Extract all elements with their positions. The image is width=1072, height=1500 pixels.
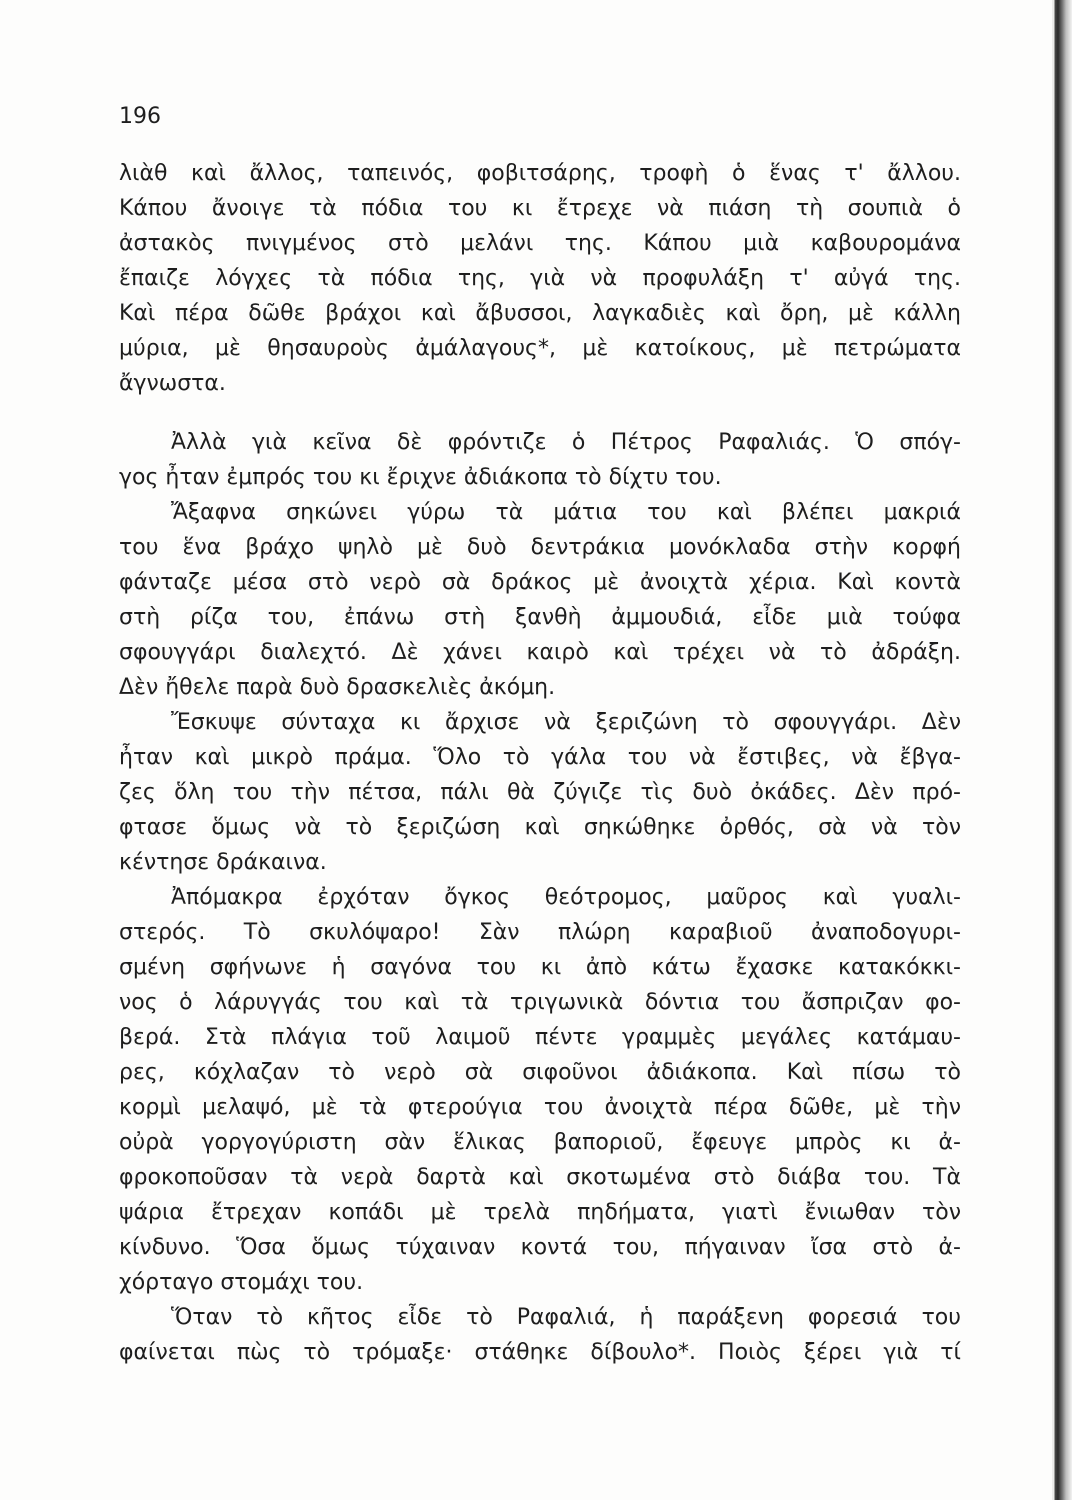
binding-edge <box>1052 0 1072 1500</box>
text-line: ρες, κόχλαζαν τὸ νερὸ σὰ σιφοῦνοι ἀδιάκοπα. Καὶ πίσω τὸ <box>119 1060 961 1085</box>
text-line: σφουγγάρι διαλεχτό. Δὲ χάνει καιρὸ καὶ τρέχει νὰ τὸ ἀδράξη. <box>119 640 961 665</box>
text-line: Ἄξαφνα σηκώνει γύρω τὰ μάτια του καὶ βλέπει μακριά <box>171 500 961 525</box>
text-line: Δὲν ἤθελε παρὰ δυὸ δρασκελιὲς ἀκόμη. <box>119 675 556 700</box>
text-line: ἔπαιζε λόγχες τὰ πόδια της, γιὰ νὰ προφυλάξη τ' αὐγά της. <box>119 266 961 291</box>
text-line: νος ὁ λάρυγγάς του καὶ τὰ τριγωνικὰ δόντια του ἄσπριζαν φο- <box>119 990 961 1015</box>
text-line: ζες ὅλη του τὴν πέτσα, πάλι θὰ ζύγιζε τὶς δυὸ ὀκάδες. Δὲν πρό- <box>119 780 961 805</box>
body-text <box>119 156 961 1370</box>
text-line: ἄγνωστα. <box>119 371 226 396</box>
text-line: φροκοποῦσαν τὰ νερὰ δαρτὰ καὶ σκοτωμένα στὸ διάβα του. Τὰ <box>119 1165 961 1190</box>
text-line: κορμὶ μελαψό, μὲ τὰ φτερούγια του ἀνοιχτὰ πέρα δῶθε, μὲ τὴν <box>119 1095 961 1120</box>
text-line: Ἀλλὰ γιὰ κεῖνα δὲ φρόντιζε ὁ Πέτρος Ραφαλιάς. Ὁ σπόγ- <box>171 430 961 455</box>
text-line: κέντησε δράκαινα. <box>119 850 327 875</box>
text-line: του ἕνα βράχο ψηλὸ μὲ δυὸ δεντράκια μονόκλαδα στὴν κορφή <box>119 535 961 560</box>
text-line: Ὅταν τὸ κῆτος εἶδε τὸ Ραφαλιά, ἡ παράξενη φορεσιά του <box>171 1305 961 1330</box>
text-line: οὐρὰ γοργογύριστη σὰν ἕλικας βαποριοῦ, ἔφευγε μπρὸς κι ἀ- <box>119 1130 961 1155</box>
text-line: σμένη σφήνωνε ἡ σαγόνα του κι ἀπὸ κάτω ἔχασκε κατακόκκι- <box>119 955 961 980</box>
text-line: φτασε ὅμως νὰ τὸ ξεριζώση καὶ σηκώθηκε ὀρθός, σὰ νὰ τὸν <box>119 815 961 840</box>
text-line: στερός. Τὸ σκυλόψαρο! Σὰν πλώρη καραβιοῦ ἀναποδογυρι- <box>119 920 961 945</box>
text-line: Ἀπόμακρα ἐρχόταν ὄγκος θεότρομος, μαῦρος καὶ γυαλι- <box>171 885 961 910</box>
text-line: κίνδυνο. Ὅσα ὅμως τύχαιναν κοντά του, πήγαιναν ἴσα στὸ ἀ- <box>119 1235 961 1260</box>
text-line: Καὶ πέρα δῶθε βράχοι καὶ ἄβυσσοι, λαγκαδιὲς καὶ ὄρη, μὲ κάλλη <box>119 301 961 326</box>
text-line: Κάπου ἄνοιγε τὰ πόδια του κι ἔτρεχε νὰ πιάση τὴ σουπιὰ ὁ <box>119 196 961 221</box>
text-line: χόρταγο στομάχι του. <box>119 1270 364 1295</box>
page-number: 196 <box>119 104 161 129</box>
text-line: στὴ ρίζα του, ἐπάνω στὴ ξανθὴ ἀμμουδιά, εἶδε μιὰ τούφα <box>119 605 961 630</box>
text-line: λιὰθ καὶ ἄλλος, ταπεινός, φοβιτσάρης, τροφὴ ὁ ἕνας τ' ἄλλου. <box>119 161 961 186</box>
text-line: γος ἦταν ἐμπρός του κι ἔριχνε ἀδιάκοπα τὸ δίχτυ του. <box>119 465 722 490</box>
text-line: φάνταζε μέσα στὸ νερὸ σὰ δράκος μὲ ἀνοιχτὰ χέρια. Καὶ κοντὰ <box>119 570 961 595</box>
text-line: μύρια, μὲ θησαυροὺς ἀμάλαγους*, μὲ κατοίκους, μὲ πετρώματα <box>119 336 961 361</box>
text-line: βερά. Στὰ πλάγια τοῦ λαιμοῦ πέντε γραμμὲς μεγάλες κατάμαυ- <box>119 1025 961 1050</box>
text-line: ἦταν καὶ μικρὸ πράμα. Ὅλο τὸ γάλα του νὰ ἔστιβες, νὰ ἔβγα- <box>119 745 961 770</box>
text-line: Ἔσκυψε σύνταχα κι ἄρχισε νὰ ξεριζώνη τὸ σφουγγάρι. Δὲν <box>171 710 961 735</box>
text-line: ἀστακὸς πνιγμένος στὸ μελάνι της. Κάπου μιὰ καβουρομάνα <box>119 231 961 256</box>
text-line: φαίνεται πὼς τὸ τρόμαξε· στάθηκε δίβουλο*. Ποιὸς ξέρει γιὰ τί <box>119 1340 961 1365</box>
text-line: ψάρια ἔτρεχαν κοπάδι μὲ τρελὰ πηδήματα, γιατὶ ἔνιωθαν τὸν <box>119 1200 961 1225</box>
